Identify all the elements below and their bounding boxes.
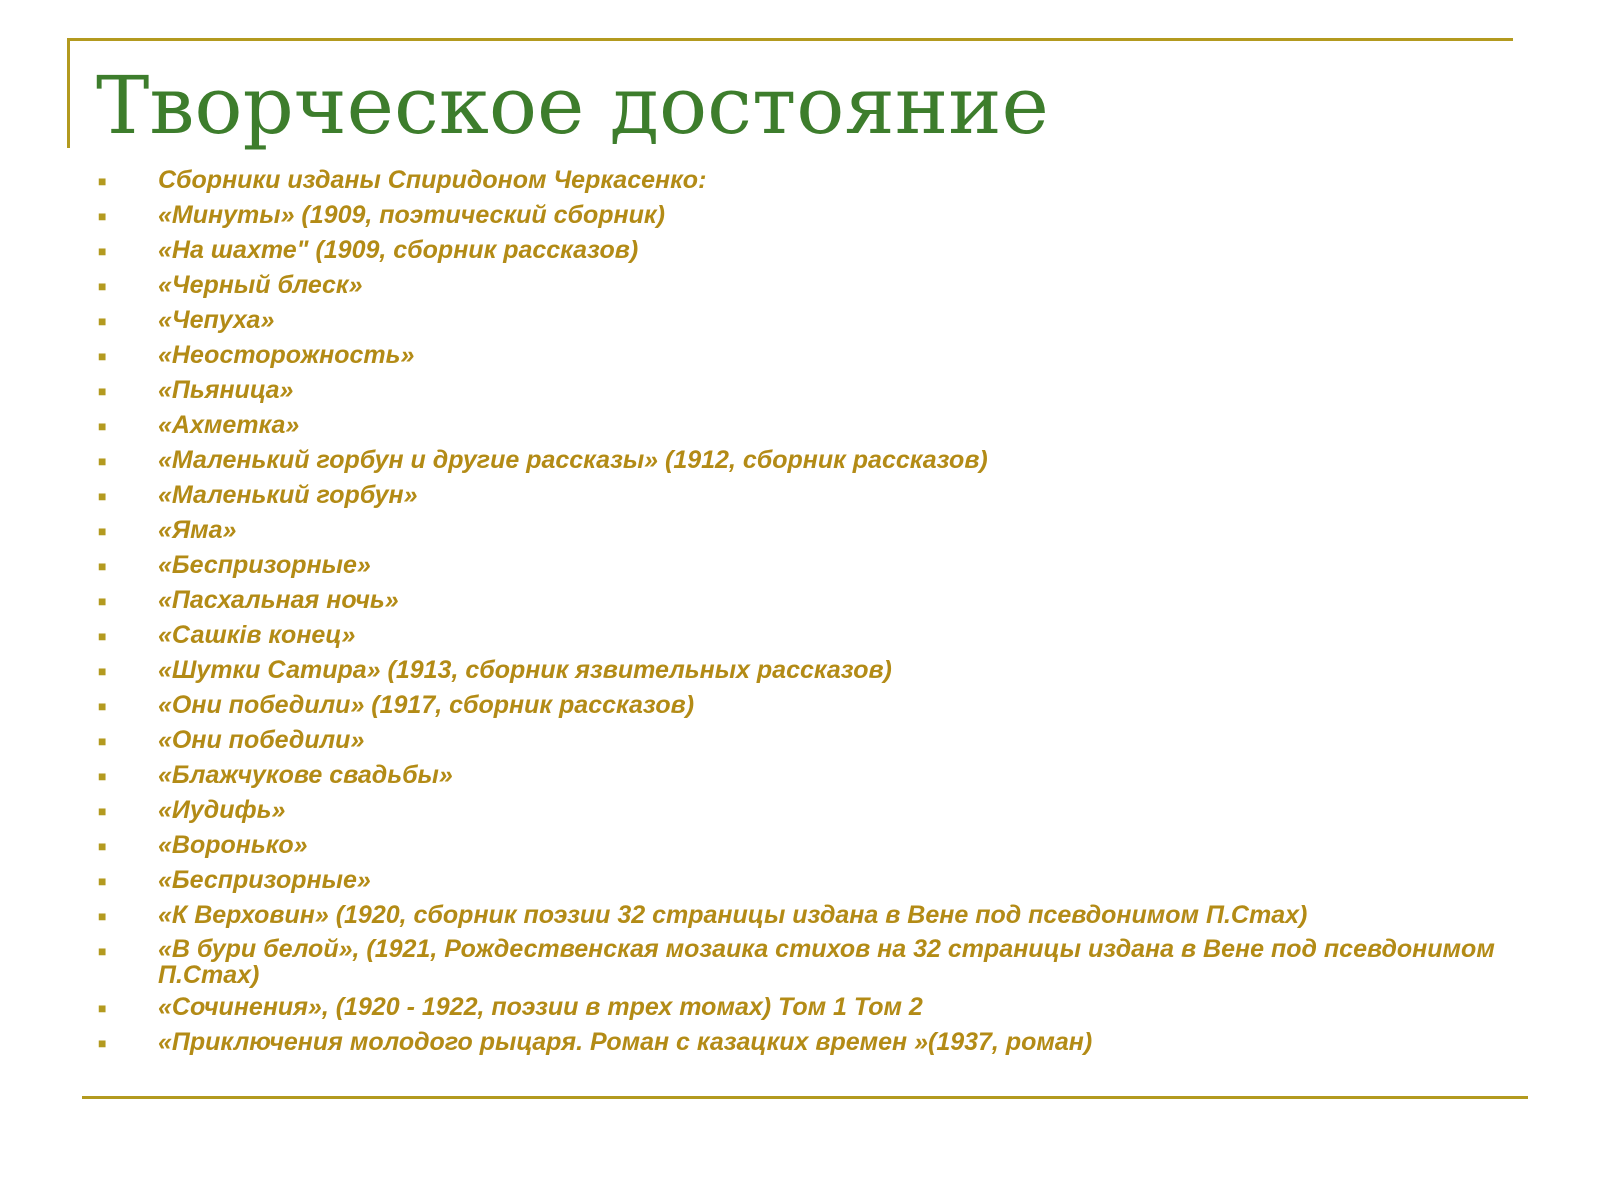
square-bullet-icon: ■	[98, 453, 107, 469]
list-item-text: «Сочинения», (1920 - 1922, поэзии в трех томах) Том 1 Том 2	[158, 993, 923, 1021]
list-item-text: «Чепуха»	[158, 306, 275, 334]
square-bullet-icon: ■	[98, 1000, 107, 1016]
list-item	[96, 866, 1536, 896]
list-item-text: «На шахте" (1909, сборник рассказов)	[158, 236, 639, 264]
list-item-text: «Шутки Сатира» (1913, сборник язвительных рассказов)	[158, 656, 892, 684]
square-bullet-icon: ■	[98, 488, 107, 504]
square-bullet-icon: ■	[98, 838, 107, 854]
list-item	[96, 901, 1536, 931]
list-item-text: «Пьяница»	[158, 376, 294, 404]
list-item-text: «Маленький горбун»	[158, 481, 418, 509]
square-bullet-icon: ■	[98, 593, 107, 609]
square-bullet-icon: ■	[98, 628, 107, 644]
square-bullet-icon: ■	[98, 768, 107, 784]
list-item-text: «В бури белой», (1921, Рождественская мозаика стихов на 32 страницы издана в Вене под псевдонимом П.Стах)	[158, 935, 1495, 989]
list-item-text: «Сашків конец»	[158, 621, 356, 649]
list-item	[96, 551, 1536, 581]
list-item	[96, 796, 1536, 826]
list-item-text: «Неосторожность»	[158, 341, 415, 369]
list-item-text: «Они победили» (1917, сборник рассказов)	[158, 691, 695, 719]
list-item-text: «Блажчукове свадьбы»	[158, 761, 453, 789]
list-item-text: «Иудифь»	[158, 796, 286, 824]
square-bullet-icon: ■	[98, 698, 107, 714]
list-item	[96, 993, 1536, 1023]
square-bullet-icon: ■	[98, 1035, 107, 1051]
list-item	[96, 411, 1536, 441]
list-item-text: «К Верховин» (1920, сборник поэзии 32 страницы издана в Вене под псевдонимом П.Стах)	[158, 901, 1308, 929]
square-bullet-icon: ■	[98, 663, 107, 679]
list-item	[96, 761, 1536, 791]
list-item-text: «Приключения молодого рыцаря. Роман с казацких времен »(1937, роман)	[158, 1028, 1093, 1056]
square-bullet-icon: ■	[98, 243, 107, 259]
square-bullet-icon: ■	[98, 733, 107, 749]
list-item	[96, 831, 1536, 861]
square-bullet-icon: ■	[98, 908, 107, 924]
list-item	[96, 621, 1536, 651]
list-item	[96, 1028, 1536, 1058]
list-item-text: «Маленький горбун и другие рассказы» (1912, сборник рассказов)	[158, 446, 988, 474]
works-list	[96, 166, 1536, 1063]
list-item-text: Сборники изданы Спиридоном Черкасенко:	[158, 166, 707, 194]
list-item	[96, 306, 1536, 336]
square-bullet-icon: ■	[98, 558, 107, 574]
list-item-text: «Черный блеск»	[158, 271, 363, 299]
list-item	[96, 516, 1536, 546]
list-item	[96, 341, 1536, 371]
bottom-divider-line	[82, 1096, 1528, 1099]
top-divider-line	[67, 38, 1513, 41]
square-bullet-icon: ■	[98, 313, 107, 329]
list-item-text: «Яма»	[158, 516, 237, 544]
list-item	[96, 166, 1536, 196]
list-item-text: «Они победили»	[158, 726, 365, 754]
list-item	[96, 726, 1536, 756]
square-bullet-icon: ■	[98, 873, 107, 889]
list-item	[96, 656, 1536, 686]
list-item-text: «Ахметка»	[158, 411, 300, 439]
square-bullet-icon: ■	[98, 803, 107, 819]
list-item-text: «Беспризорные»	[158, 866, 371, 894]
square-bullet-icon: ■	[98, 278, 107, 294]
square-bullet-icon: ■	[98, 418, 107, 434]
list-item	[96, 446, 1536, 476]
list-item-text: «Воронько»	[158, 831, 308, 859]
list-item	[96, 691, 1536, 721]
square-bullet-icon: ■	[98, 523, 107, 539]
list-item	[96, 201, 1536, 231]
square-bullet-icon: ■	[98, 348, 107, 364]
list-item	[96, 481, 1536, 511]
list-item-text: «Минуты» (1909, поэтический сборник)	[158, 201, 665, 229]
list-item	[96, 586, 1536, 616]
square-bullet-icon: ■	[98, 943, 107, 959]
left-divider-line	[67, 38, 70, 148]
square-bullet-icon: ■	[98, 208, 107, 224]
list-item	[96, 936, 1536, 988]
list-item-text: «Беспризорные»	[158, 551, 371, 579]
square-bullet-icon: ■	[98, 173, 107, 189]
list-item	[96, 236, 1536, 266]
slide-title: Творческое достояние	[96, 59, 1049, 152]
list-item-text: «Пасхальная ночь»	[158, 586, 399, 614]
list-item	[96, 271, 1536, 301]
square-bullet-icon: ■	[98, 383, 107, 399]
list-item	[96, 376, 1536, 406]
